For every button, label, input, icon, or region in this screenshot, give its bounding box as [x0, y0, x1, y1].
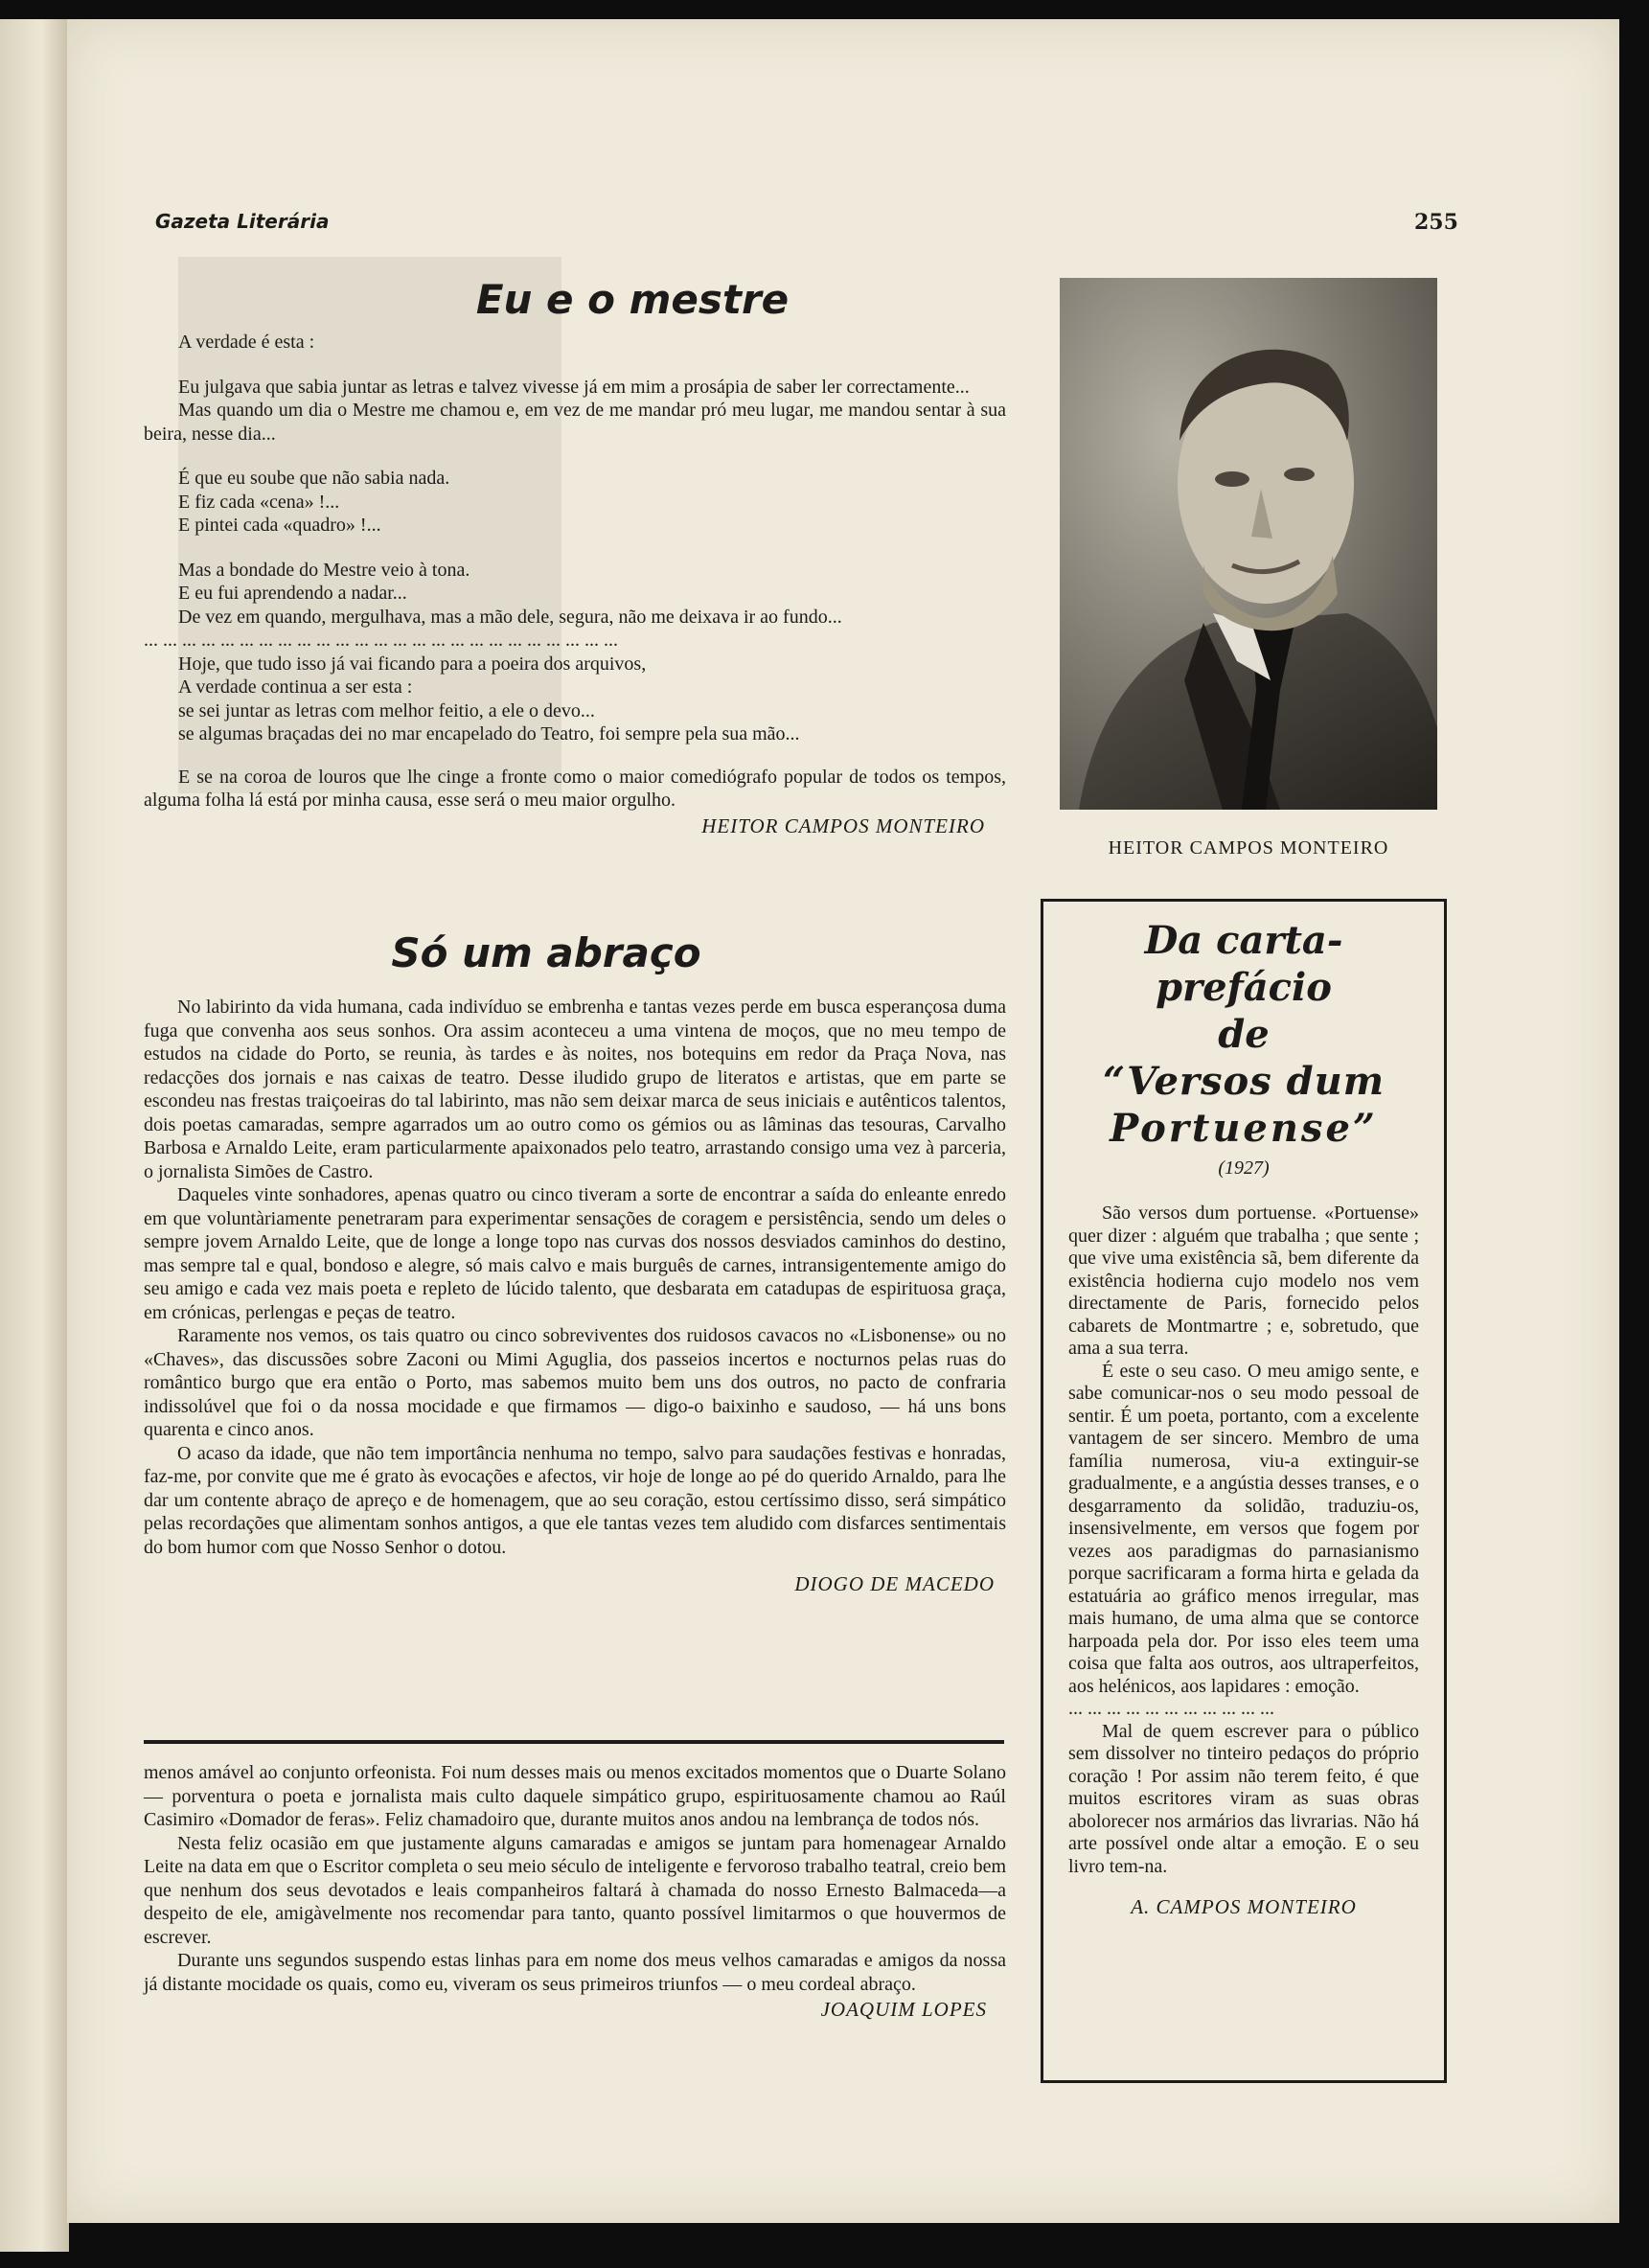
paragraph: De vez em quando, mergulhava, mas a mão dele, segura, não me deixava ir ao fundo...: [178, 606, 842, 628]
article-title: Eu e o mestre: [475, 276, 790, 323]
author-signature: A. CAMPOS MONTEIRO: [1131, 1895, 1357, 1918]
ellipsis-row: ... ... ... ... ... ... ... ... ... ... ... ... ... ... ... ... ... ... ... ... ... ... ... ... ...: [144, 630, 618, 651]
book-binding: [0, 19, 69, 2252]
page-number: 255: [1414, 210, 1458, 235]
box-title-line: Portuense”: [1110, 1106, 1378, 1151]
paragraph: No labirinto da vida humana, cada indivíduo se embrenha e tantas vezes perde em busca esperançosa duma fuga que convenha aos seus sonhos. Ora assim aconteceu a uma vintena de moços, que no meu tempo de estudos na cidade do Porto, se reunia, às tardes e às noites, nos botequins em redor da Praça Nova, nas redacções dos jornais e nas caixas de teatro. Desse iludido grupo de literatos e artistas, que em parte se escondeu nas frestas traiçoeiras do tal labirinto, mas não sem deixar marca de seus iniciais e autênticos talentos, dois poetas camaradas, sempre agarrados um ao outro como os gémios ou as lâminas das tesouras, Carvalho Barbosa e Arnaldo Leite, eram particularmente apaixonados pelo teatro, arrastando consigo uma vez à parceria, o jornalista Simões de Castro.: [144, 997, 1006, 1182]
paragraph: E pintei cada «quadro» !...: [178, 515, 381, 536]
paragraph: E se na coroa de louros que lhe cinge a fronte como o maior comediógrafo popular de todos os tempos, alguma folha lá está por minha causa, esse será o meu maior orgulho.: [144, 766, 1006, 811]
author-signature: DIOGO DE MACEDO: [794, 1572, 995, 1595]
ellipsis-row: ... ... ... ... ... ... ... ... ... ... ...: [1068, 1698, 1274, 1719]
prefacio-box: [1041, 899, 1447, 2083]
author-signature: HEITOR CAMPOS MONTEIRO: [701, 813, 985, 837]
box-title-line: Da carta-prefácio: [1144, 918, 1343, 1010]
paragraph: Mas a bondade do Mestre veio à tona.: [178, 559, 470, 581]
paragraph: Nesta feliz ocasião em que justamente alguns camaradas e amigos se juntam para homenagear Arnaldo Leite na data em que o Escritor completa o seu meio século de inteligente e fervoroso trabalho teatral, creio bem que nenhum dos seus devotados e leais companheiros faltará à chamada do nosso Ernesto Balmaceda—a despeito de ele, amigàvelmente nos recomendar para tanto, quanto possível limitarmos o que houvermos de escrever.: [144, 1832, 1006, 1948]
paragraph: E eu fui aprendendo a nadar...: [178, 583, 407, 604]
paragraph: É que eu soube que não sabia nada.: [178, 468, 450, 489]
paragraph: E fiz cada «cena» !...: [178, 491, 340, 513]
article-continuation: [144, 1761, 1006, 2022]
author-signature: JOAQUIM LOPES: [820, 1998, 987, 2021]
section-divider: [144, 1740, 1004, 1744]
paragraph: se algumas braçadas dei no mar encapelado do Teatro, foi sempre pela sua mão...: [178, 723, 800, 745]
paragraph: Daqueles vinte sonhadores, apenas quatro ou cinco tiveram a sorte de encontrar a saída do enleante enredo em que voluntàriamente penetraram para experimentar sensações de coragem e persistência, sendo um deles o sempre jovem Arnaldo Leite, que de longe a longe topo nas curvas dos nossos desviados caminhos do destino, mas sempre tal e qual, bondoso e alegre, só mais calvo e mais burguês de carnes, intransigentemente amigo do seu amigo e cada vez mais poeta e repleto de lúcido talento, que desbarata em catadupas de espirituosa graça, em crónicas, perlengas e peças de teatro.: [144, 1184, 1006, 1323]
box-title-line: de: [1218, 1012, 1270, 1057]
paragraph: Mas quando um dia o Mestre me chamou e, em vez de me mandar pró meu lugar, me mandou sentar à sua beira, nesse dia...: [144, 400, 1006, 445]
paragraph: A verdade continua a ser esta :: [178, 676, 413, 698]
photo-caption: HEITOR CAMPOS MONTEIRO: [1108, 837, 1389, 859]
paragraph: São versos dum portuense. «Portuense» quer dizer : alguém que trabalha ; que sente ; que vive uma existência sã, bem diferente da existência hodierna cujo modelo nos vem directamente de Paris, fornecido pelos cabarets de Montmartre ; e, sobretudo, que ama a sua terra.: [1068, 1203, 1419, 1359]
box-title-line: “Versos dum: [1102, 1059, 1386, 1104]
article-title: Só um abraço: [391, 929, 701, 976]
article-eu-e-o-mestre: [144, 276, 1006, 838]
article-so-um-abraco: [144, 929, 1006, 1596]
paragraph: Raramente nos vemos, os tais quatro ou cinco sobreviventes dos ruidosos cavacos no «Lisbonense» ou no «Chaves», das discussões sobre Zaconi ou Mimi Aguglia, dos passeios incertos e nocturnos pelas ruas do romântico burgo que era então o Porto, mas sabemos muito bem uns dos outros, no pacto de confraria indissolúvel que foi o da nossa mocidade e que firmamos — digo-o baixinho e saudoso, — há uns bons quarenta e cinco anos.: [144, 1325, 1006, 1440]
paragraph: se sei juntar as letras com melhor feitio, a ele o devo...: [178, 699, 595, 722]
paragraph: Eu julgava que sabia juntar as letras e talvez vivesse já em mim a prosápia de saber ler correctamente...: [178, 376, 970, 398]
paragraph: Hoje, que tudo isso já vai ficando para a poeira dos arquivos,: [178, 653, 647, 675]
paragraph: O acaso da idade, que não tem importância nenhuma no tempo, salvo para saudações festivas e honradas, faz-me, por convite que me é grato às evocações e afectos, vir hoje de longe ao pé do querido Arnaldo, para lhe dar um contente abraço de apreço e de homenagem, que ao seu coração, estou certíssimo disso, será simpático pelas recordações que alimentam sonhos antigos, a que ele tantas vezes tem aludido com disfarces sentimentais do bom humor com que Nosso Senhor o dotou.: [144, 1442, 1006, 1558]
box-year: (1927): [1218, 1157, 1270, 1179]
paragraph: A verdade é esta :: [178, 332, 315, 353]
paragraph: menos amável ao conjunto orfeonista. Foi num desses mais ou menos excitados momentos que o Duarte Solano — porventura o poeta e jornalista mais culto daquele simpático grupo, espirituosamente chamou ao Raúl Casimiro «Domador de feras». Feliz chamadoiro que, durante muitos anos andou na lembrança de todos nós.: [144, 1762, 1006, 1830]
journal-title: Gazeta Literária: [155, 210, 330, 233]
paragraph: Mal de quem escrever para o público sem dissolver no tinteiro pedaços do próprio coração ! Por assim não terem feito, é que muitos escritores viram as suas obras abolorecer nos armários das livrarias. Não há arte possível onde altar a emoção. E o seu livro tem-na.: [1068, 1720, 1419, 1877]
portrait-photo: [1060, 278, 1437, 810]
paragraph: Durante uns segundos suspendo estas linhas para em nome dos meus velhos camaradas e amigos da nossa já distante mocidade os quais, como eu, viveram os seus primeiros triunfos — o meu cordeal abraço.: [144, 1950, 1006, 1995]
paragraph: É este o seu caso. O meu amigo sente, e sabe comunicar-nos o seu modo pessoal de sentir. É um poeta, portanto, com a excelente vantagem de ser sincero. Membro de uma família numerosa, viu-a extinguir-se gradualmente, e a angústia desses transes, e o desgarramento da solidão, traduziu-os, insensivelmente, em versos que fogem por vezes aos paradigmas do parnasianismo porque sacrificaram a forma hirta e gelada da estatuária ao gráfico menos irregular, mas mais humano, de uma alma que se contorce harpoada pela dor. Por isso eles teem uma coisa que falta aos outros, aos ultraperfeitos, aos helénicos, aos lapidares : emoção.: [1068, 1360, 1419, 1697]
